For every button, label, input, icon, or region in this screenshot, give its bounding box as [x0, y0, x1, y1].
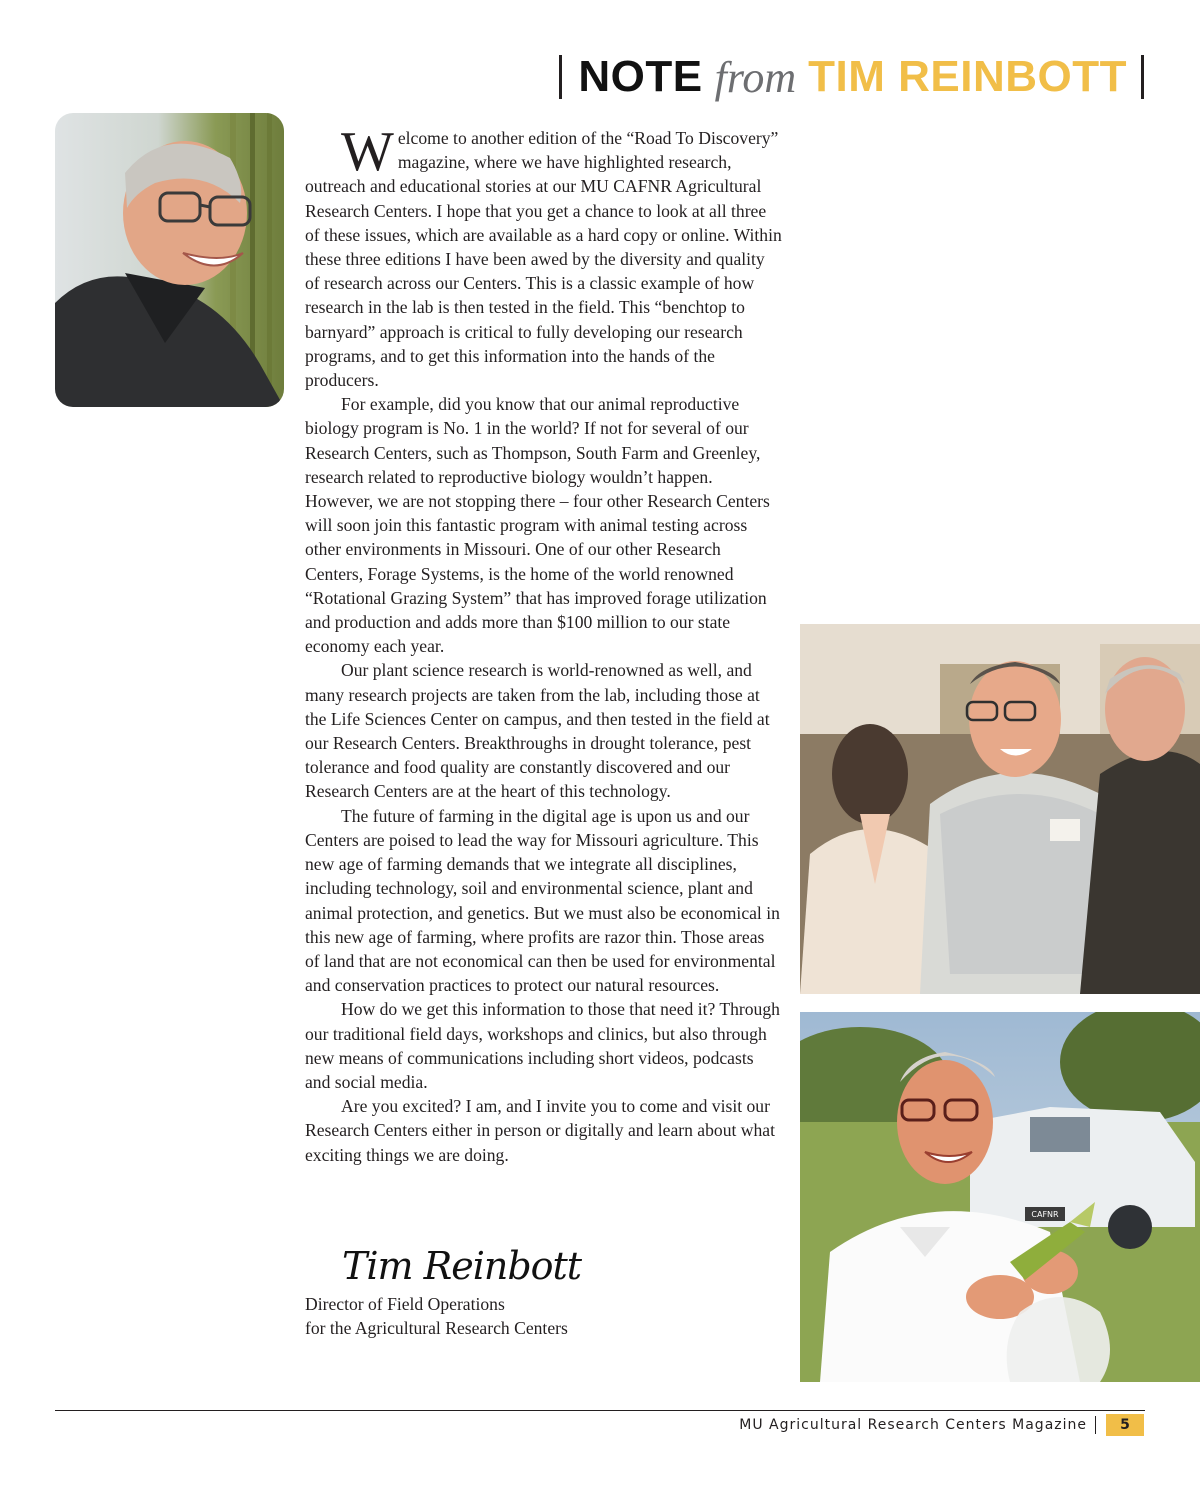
event-photo [800, 624, 1200, 994]
header-right-bar [1141, 55, 1144, 99]
article-paragraph-5: How do we get this information to those that need it? Through our traditional field days, workshops and clinics, but also through new means of communications including short videos, podcasts and social media. [305, 999, 780, 1092]
footer-magazine-title: MU Agricultural Research Centers Magazine [739, 1417, 1087, 1433]
paragraph-1-text: elcome to another edition of the “Road To Discovery” magazine, where we have highlighted research, outreach and educational stories at our MU CAFNR Agricultural Research Centers. I hope that you get a chance to look at all three of these issues, which are available as a hard copy or online. Within these three editions I have been awed by the diversity and quality of research across our Centers. This is a classic example of how research in the lab is then tested in the field. This “benchtop to barnyard” approach is critical to fully developing our research programs, and to get this information into the hands of the producers. [305, 128, 782, 391]
footer-separator [1095, 1416, 1096, 1434]
drop-cap: W [341, 121, 394, 183]
article-paragraph-6: Are you excited? I am, and I invite you to come and visit our Research Centers either in person or digitally and learn about what exciting things we are doing. [305, 1096, 775, 1165]
article-paragraph-2: For example, did you know that our animal reproductive biology program is No. 1 in the world? If not for several of our Research Centers, such as Thompson, South Farm and Greenley, research related to reproductive biology wouldn’t happen. However, we are not stopping there – four other Research Centers will soon join this fantastic program with animal testing across other environments in Missouri. One of our other Research Centers, Forage Systems, is the home of the world renowned “Rotational Grazing System” that has improved forage utilization and production and adds more than $100 million to our state economy each year. [305, 394, 770, 657]
shirt-logo-text: CAFNR [1031, 1210, 1059, 1219]
header-from: from [714, 52, 797, 102]
article-paragraph-1 [305, 121, 783, 392]
signature-title-line-1: Director of Field Operations [305, 1294, 505, 1314]
page-header [559, 52, 1144, 102]
portrait-photo [55, 113, 284, 407]
article-paragraph-4: The future of farming in the digital age is upon us and our Centers are poised to lead the way for Missouri agriculture. This new age of farming demands that we integrate all disciplines, including technology, soil and environmental science, plant and animal protection, and genetics. But we must also be economical in this new age of farming, where profits are razor thin. Those areas of land that are not economical can then be used for environmental and conservation practices to protect our natural resources. [305, 805, 780, 996]
page-number: 5 [1106, 1414, 1144, 1436]
header-note: NOTE [578, 52, 703, 101]
footer-rule [55, 1410, 1145, 1411]
signature-title-line-2: for the Agricultural Research Centers [305, 1318, 568, 1339]
header-left-bar [559, 55, 562, 99]
signature: Tim Reinbott [342, 1244, 582, 1288]
page-footer [739, 1413, 1144, 1437]
signature-title [305, 1292, 568, 1340]
article-paragraph-3: Our plant science research is world-renowned as well, and many research projects are taken from the lab, including those at the Life Sciences Center on campus, and then tested in the field at our Research Centers. Breakthroughs in drought tolerance, pest tolerance and food quality are constantly discovered and our Research Centers are at the heart of this technology. [305, 660, 770, 802]
header-author-name: TIM REINBOTT [808, 52, 1127, 101]
article-body [305, 121, 783, 1167]
field-photo [800, 1012, 1200, 1382]
